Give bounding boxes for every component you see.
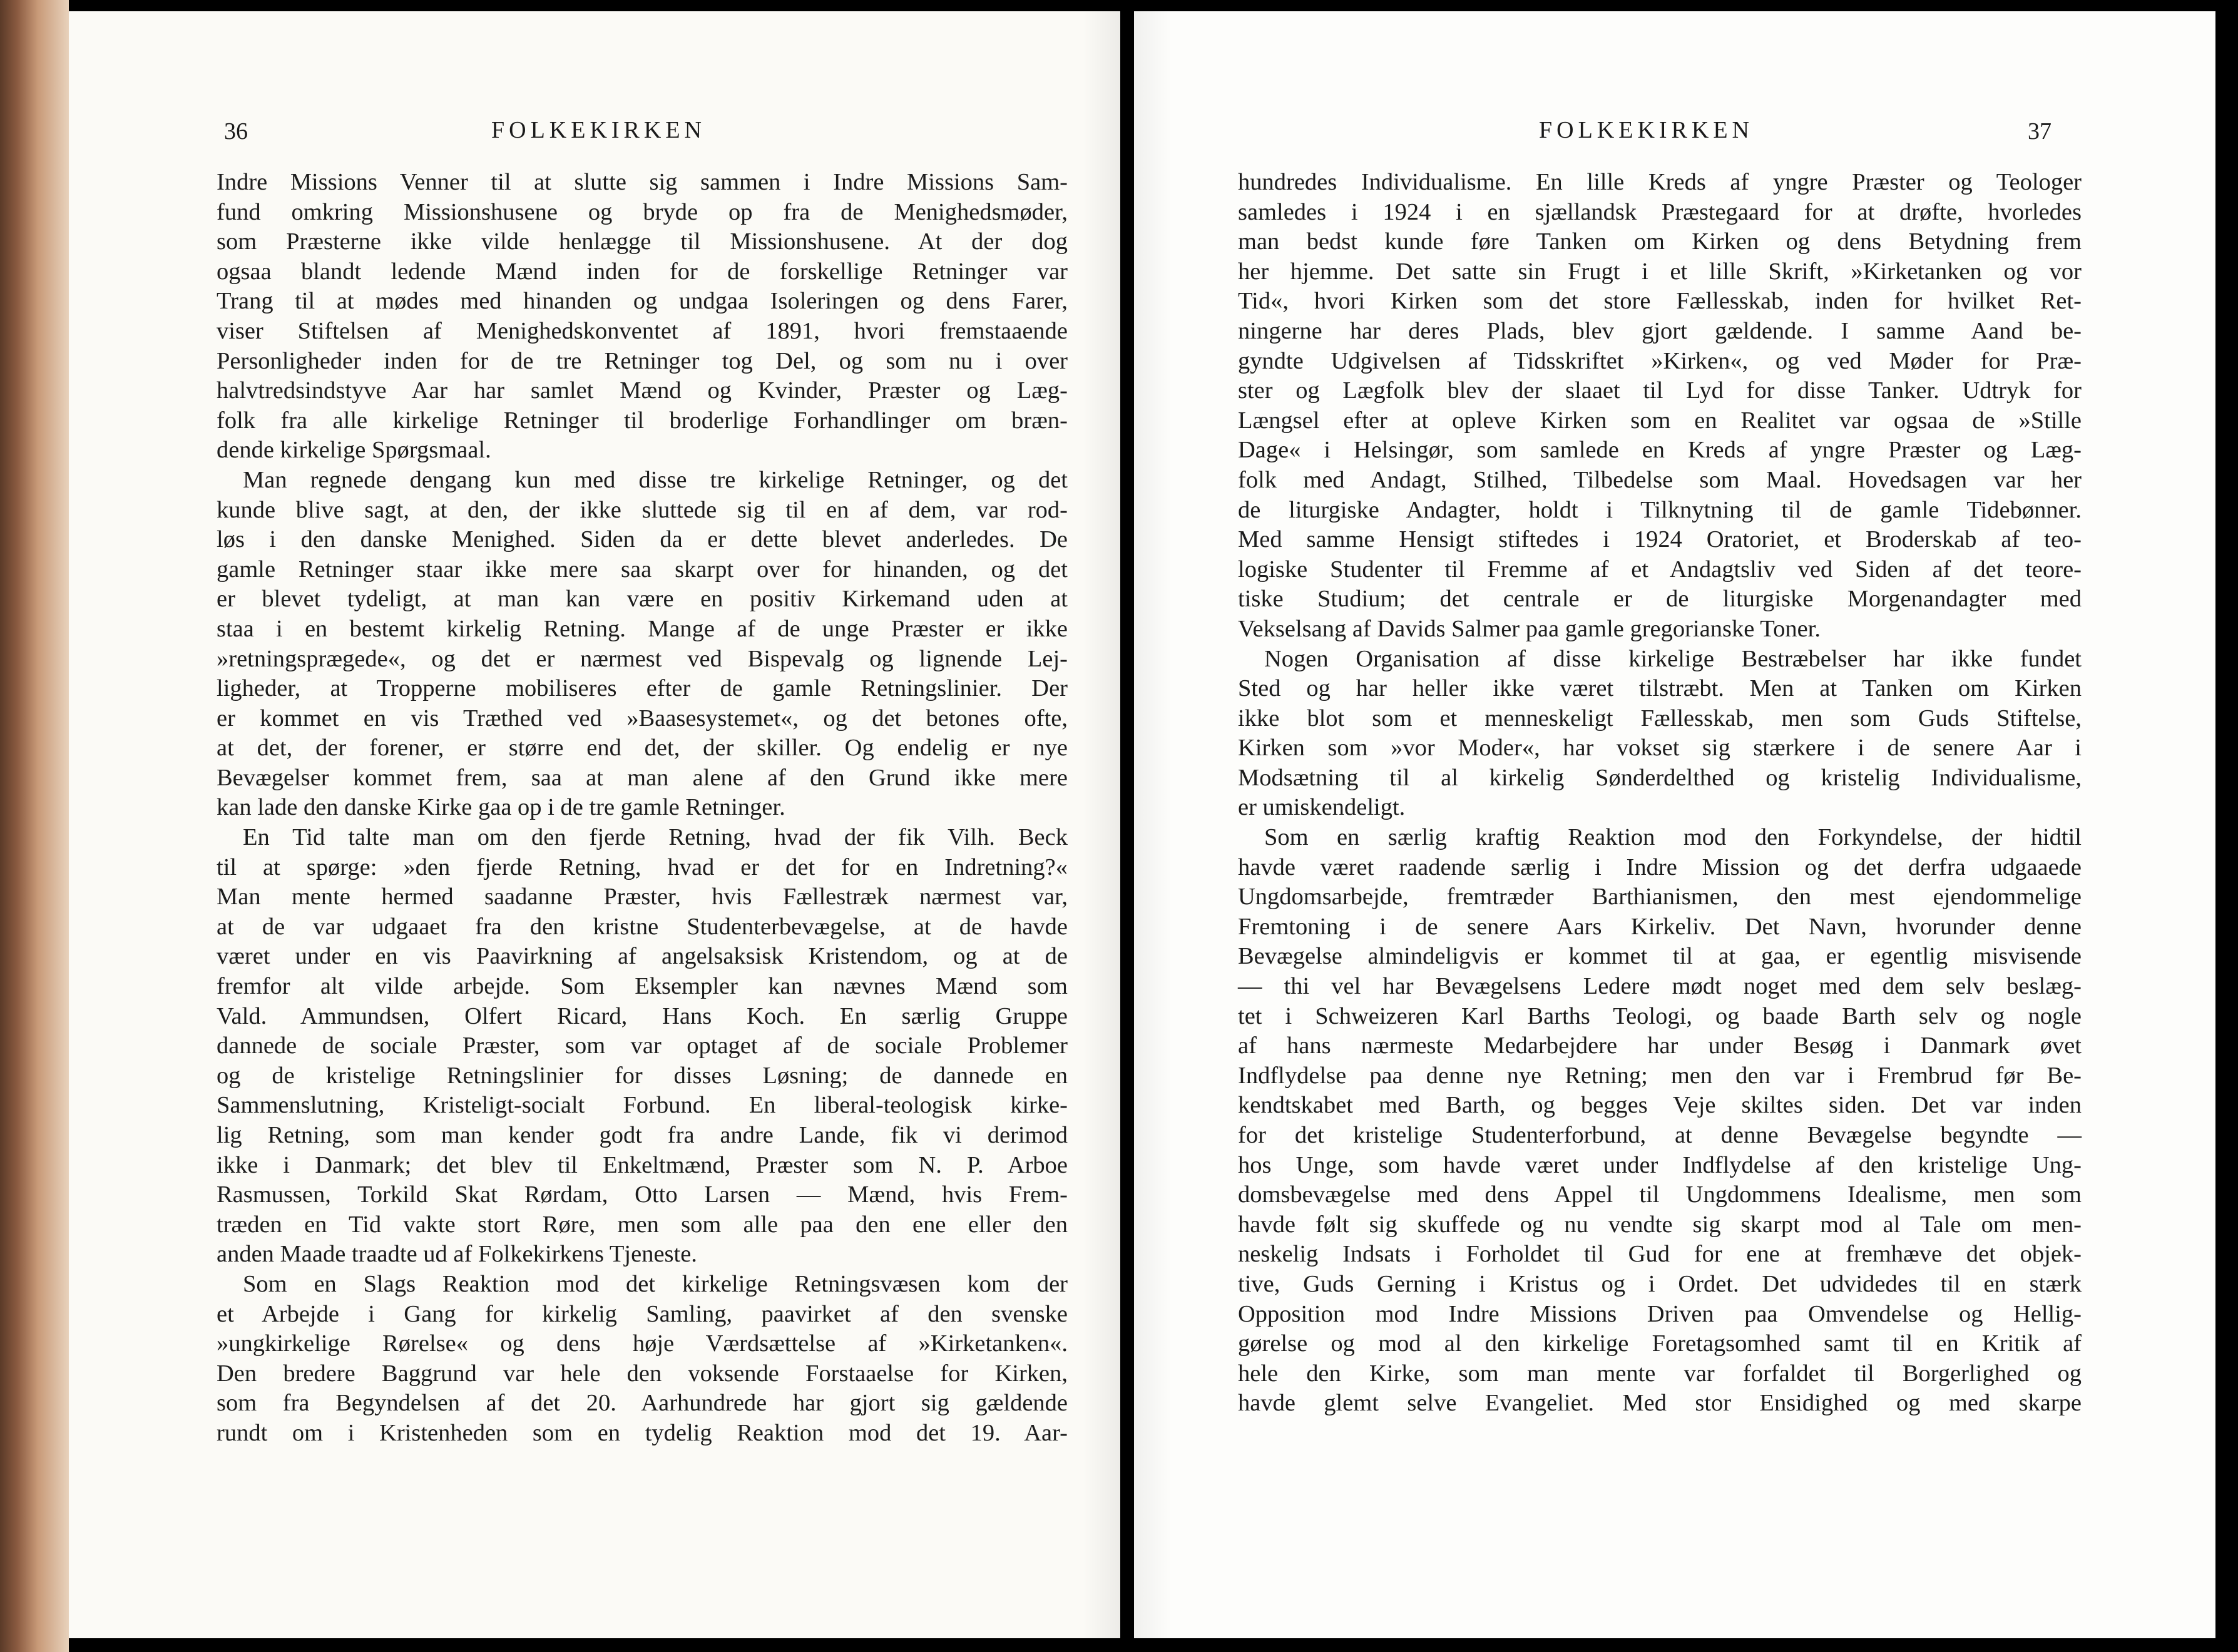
text-line: staa i en bestemt kirkelig Retning. Mange af de unge Præster er ikke xyxy=(217,615,1068,642)
text-line: »ungkirkelige Rørelse« og dens høje Værdsættelse af »Kirketanken«. xyxy=(217,1330,1068,1357)
text-line: Modsætning til al kirkelig Sønderdelthed og kristelig Individualisme, xyxy=(1238,764,2082,791)
text-line: dannede de sociale Præster, som var optaget af de sociale Problemer xyxy=(217,1032,1068,1059)
text-line: ligheder, at Tropperne mobiliseres efter de gamle Retningslinier. Der xyxy=(217,675,1068,702)
text-line: Kirken som »vor Moder«, har vokset sig stærkere i de senere Aar i xyxy=(1238,735,2082,762)
text-line: for det kristelige Studenterforbund, at denne Bevægelse begyndte — xyxy=(1238,1122,2082,1148)
text-line: Indflydelse paa denne nye Retning; men den var i Frembrud før Be- xyxy=(1238,1062,2082,1089)
text-line: de liturgiske Andagter, holdt i Tilknytning til de gamle Tidebønner. xyxy=(1238,496,2082,523)
text-line: Rasmussen, Torkild Skat Rørdam, Otto Larsen — Mænd, hvis Frem- xyxy=(217,1181,1068,1208)
text-line: — thi vel har Bevægelsens Ledere mødt noget med dem selv beslæg- xyxy=(1238,973,2082,1000)
text-line: hele den Kirke, som man mente var forfaldet til Borgerlighed og xyxy=(1238,1360,2082,1387)
gutter-shadow xyxy=(1083,11,1120,1638)
text-line: Bevægelser kommet frem, saa at man alene af den Grund ikke mere xyxy=(217,764,1068,791)
text-line: kendtskabet med Barth, og begges Veje skiltes siden. Det var inden xyxy=(1238,1092,2082,1119)
text-line: logiske Studenter til Fremme af et Andagtsliv ved Siden af det teore- xyxy=(1238,556,2082,583)
text-line: Længsel efter at opleve Kirken som en Realitet var ogsaa de »Stille xyxy=(1238,407,2082,434)
text-line: Dage« i Helsingør, som samlede en Kreds af yngre Præster og Læg- xyxy=(1238,437,2082,464)
text-line: tiske Studium; det centrale er de liturgiske Morgenandagter med xyxy=(1238,586,2082,613)
text-line: Man regnede dengang kun med disse tre kirkelige Retninger, og det xyxy=(243,466,1068,493)
text-line: her hjemme. Det satte sin Frugt i et lille Skrift, »Kirketanken og vor xyxy=(1238,258,2082,285)
text-line: hos Unge, som havde været under Indflydelse af den kristelige Ung- xyxy=(1238,1151,2082,1178)
left-body-text xyxy=(217,168,1068,1449)
text-line: lig Retning, som man kender godt fra andre Lande, fik vi derimod xyxy=(217,1122,1068,1148)
text-line: Fremtoning i de senere Aars Kirkeliv. Det Navn, hvorunder denne xyxy=(1238,913,2082,940)
text-line: Personligheder inden for de tre Retninger tog Del, og som nu i over xyxy=(217,347,1068,374)
text-line: ster og Lægfolk blev der slaaet til Lyd for disse Tanker. Udtryk for xyxy=(1238,377,2082,404)
text-line: folk med Andagt, Stilhed, Tilbedelse som Maal. Hovedsagen var her xyxy=(1238,466,2082,493)
running-head-left: FOLKEKIRKEN xyxy=(491,117,706,143)
text-line: som Præsterne ikke vilde henlægge til Missionshusene. At der dog xyxy=(217,228,1068,255)
text-line: Som en særlig kraftig Reaktion mod den Forkyndelse, der hidtil xyxy=(1264,824,2082,851)
text-line: som fra Begyndelsen af det 20. Aarhundrede har gjort sig gældende xyxy=(217,1390,1068,1417)
text-line: Ungdomsarbejde, fremtræder Barthianismen, den mest ejendommelige xyxy=(1238,884,2082,910)
text-line: »retningsprægede«, og det er nærmest ved Bispevalg og lignende Lej- xyxy=(217,645,1068,672)
text-line: gamle Retninger staar ikke mere saa skarpt over for hinanden, og det xyxy=(217,556,1068,583)
text-line: gyndte Udgivelsen af Tidsskriftet »Kirken«, og ved Møder for Præ- xyxy=(1238,347,2082,374)
right-page xyxy=(1134,11,2215,1638)
text-line: havde glemt selve Evangeliet. Med stor Ensidighed og med skarpe xyxy=(1238,1390,2082,1417)
text-line: Indre Missions Venner til at slutte sig sammen i Indre Missions Sam- xyxy=(217,169,1068,195)
text-line: været under en vis Paavirkning af angelsaksisk Kristendom, og at de xyxy=(217,943,1068,970)
text-line: er blevet tydeligt, at man kan være en positiv Kirkemand uden at xyxy=(217,586,1068,613)
text-line: folk fra alle kirkelige Retninger til broderlige Forhandlinger om bræn- xyxy=(217,407,1068,434)
text-line: rundt om i Kristenheden som en tydelig Reaktion mod det 19. Aar- xyxy=(217,1419,1068,1446)
text-line: Den bredere Baggrund var hele den voksende Forstaaelse for Kirken, xyxy=(217,1360,1068,1387)
right-body-text xyxy=(1238,168,2082,1419)
text-line: træden en Tid vakte stort Røre, men som alle paa den ene eller den xyxy=(217,1211,1068,1238)
text-line: et Arbejde i Gang for kirkelig Samling, paavirket af den svenske xyxy=(217,1300,1068,1327)
text-line: Vekselsang af Davids Salmer paa gamle gregorianske Toner. xyxy=(1238,615,1821,642)
text-line: halvtredsindstyve Aar har samlet Mænd og Kvinder, Præster og Læg- xyxy=(217,377,1068,404)
text-line: man bedst kunde føre Tanken om Kirken og dens Betydning frem xyxy=(1238,228,2082,255)
text-line: Med samme Hensigt stiftedes i 1924 Oratoriet, et Broderskab af teo- xyxy=(1238,526,2082,553)
text-line: fund omkring Missionshusene og bryde op fra de Menighedsmøder, xyxy=(217,198,1068,225)
text-line: tet i Schweizeren Karl Barths Teologi, og baade Barth selv og nogle xyxy=(1238,1002,2082,1029)
text-line: tive, Guds Gerning i Kristus og i Ordet. Det udvidedes til en stærk xyxy=(1238,1270,2082,1297)
text-line: kunde blive sagt, at den, der ikke sluttede sig til en af dem, var rod- xyxy=(217,496,1068,523)
text-line: at de var udgaaet fra den kristne Studenterbevægelse, at de havde xyxy=(217,913,1068,940)
gutter-shadow xyxy=(1134,11,1172,1638)
text-line: Opposition mod Indre Missions Driven paa Omvendelse og Hellig- xyxy=(1238,1300,2082,1327)
text-line: Vald. Ammundsen, Olfert Ricard, Hans Koch. En særlig Gruppe xyxy=(217,1002,1068,1029)
text-line: domsbevægelse med dens Appel til Ungdommens Idealisme, men som xyxy=(1238,1181,2082,1208)
page-number-right: 37 xyxy=(2028,118,2052,145)
text-line: er umiskendeligt. xyxy=(1238,794,1406,821)
text-line: løs i den danske Menighed. Siden da er dette blevet anderledes. De xyxy=(217,526,1068,553)
text-line: kan lade den danske Kirke gaa op i de tre gamle Retninger. xyxy=(217,794,785,821)
text-line: neskelig Indsats i Forholdet til Gud for ene at fremhæve det objek- xyxy=(1238,1241,2082,1268)
text-line: Sted og har heller ikke været tilstræbt. Men at Tanken om Kirken xyxy=(1238,675,2082,702)
text-line: Nogen Organisation af disse kirkelige Bestræbelser har ikke fundet xyxy=(1264,645,2082,672)
text-line: hundredes Individualisme. En lille Kreds af yngre Præster og Teologer xyxy=(1238,169,2082,195)
text-line: fremfor alt vilde arbejde. Som Eksempler kan nævnes Mænd som xyxy=(217,973,1068,1000)
text-line: af hans nærmeste Medarbejdere har under Besøg i Danmark øvet xyxy=(1238,1032,2082,1059)
text-line: ikke blot som et menneskeligt Fællesskab, men som Guds Stiftelse, xyxy=(1238,705,2082,732)
text-line: En Tid talte man om den fjerde Retning, hvad der fik Vilh. Beck xyxy=(243,824,1068,851)
text-line: Trang til at mødes med hinanden og undgaa Isoleringen og dens Farer, xyxy=(217,288,1068,315)
text-line: til at spørge: »den fjerde Retning, hvad er det for en Indretning?« xyxy=(217,854,1068,880)
text-line: at det, der forener, er større end det, der skiller. Og endelig er nye xyxy=(217,735,1068,762)
book-spine-edge xyxy=(0,0,69,1652)
text-line: Tid«, hvori Kirken som det store Fællesskab, inden for hvilket Ret- xyxy=(1238,288,2082,315)
text-line: ogsaa blandt ledende Mænd inden for de forskellige Retninger var xyxy=(217,258,1068,285)
text-line: Sammenslutning, Kristeligt-socialt Forbund. En liberal-teologisk kirke- xyxy=(217,1092,1068,1119)
text-line: anden Maade traadte ud af Folkekirkens Tjeneste. xyxy=(217,1241,697,1268)
text-line: havde været raadende særlig i Indre Mission og det derfra udgaaede xyxy=(1238,854,2082,880)
text-line: er kommet en vis Træthed ved »Baasesystemet«, og det betones ofte, xyxy=(217,705,1068,732)
text-line: viser Stiftelsen af Menighedskonventet af 1891, hvori fremstaaende xyxy=(217,317,1068,344)
text-line: Bevægelse almindeligvis er kommet til at gaa, er egentlig misvisende xyxy=(1238,943,2082,970)
text-line: samledes i 1924 i en sjællandsk Præstegaard for at drøfte, hvorledes xyxy=(1238,198,2082,225)
running-head-right: FOLKEKIRKEN xyxy=(1539,117,1754,143)
text-line: ikke i Danmark; det blev til Enkeltmænd, Præster som N. P. Arboe xyxy=(217,1151,1068,1178)
text-line: dende kirkelige Spørgsmaal. xyxy=(217,437,491,464)
text-line: havde følt sig skuffede og nu vendte sig skarpt mod al Tale om men- xyxy=(1238,1211,2082,1238)
page-number-left: 36 xyxy=(224,118,248,145)
text-line: gørelse og mod al den kirkelige Foretagsomhed samt til en Kritik af xyxy=(1238,1330,2082,1357)
text-line: Som en Slags Reaktion mod det kirkelige Retningsvæsen kom der xyxy=(243,1270,1068,1297)
text-line: ningerne har deres Plads, blev gjort gældende. I samme Aand be- xyxy=(1238,317,2082,344)
text-line: og de kristelige Retningslinier for disses Løsning; de dannede en xyxy=(217,1062,1068,1089)
text-line: Man mente hermed saadanne Præster, hvis Fællestræk nærmest var, xyxy=(217,884,1068,910)
left-page xyxy=(69,11,1120,1638)
